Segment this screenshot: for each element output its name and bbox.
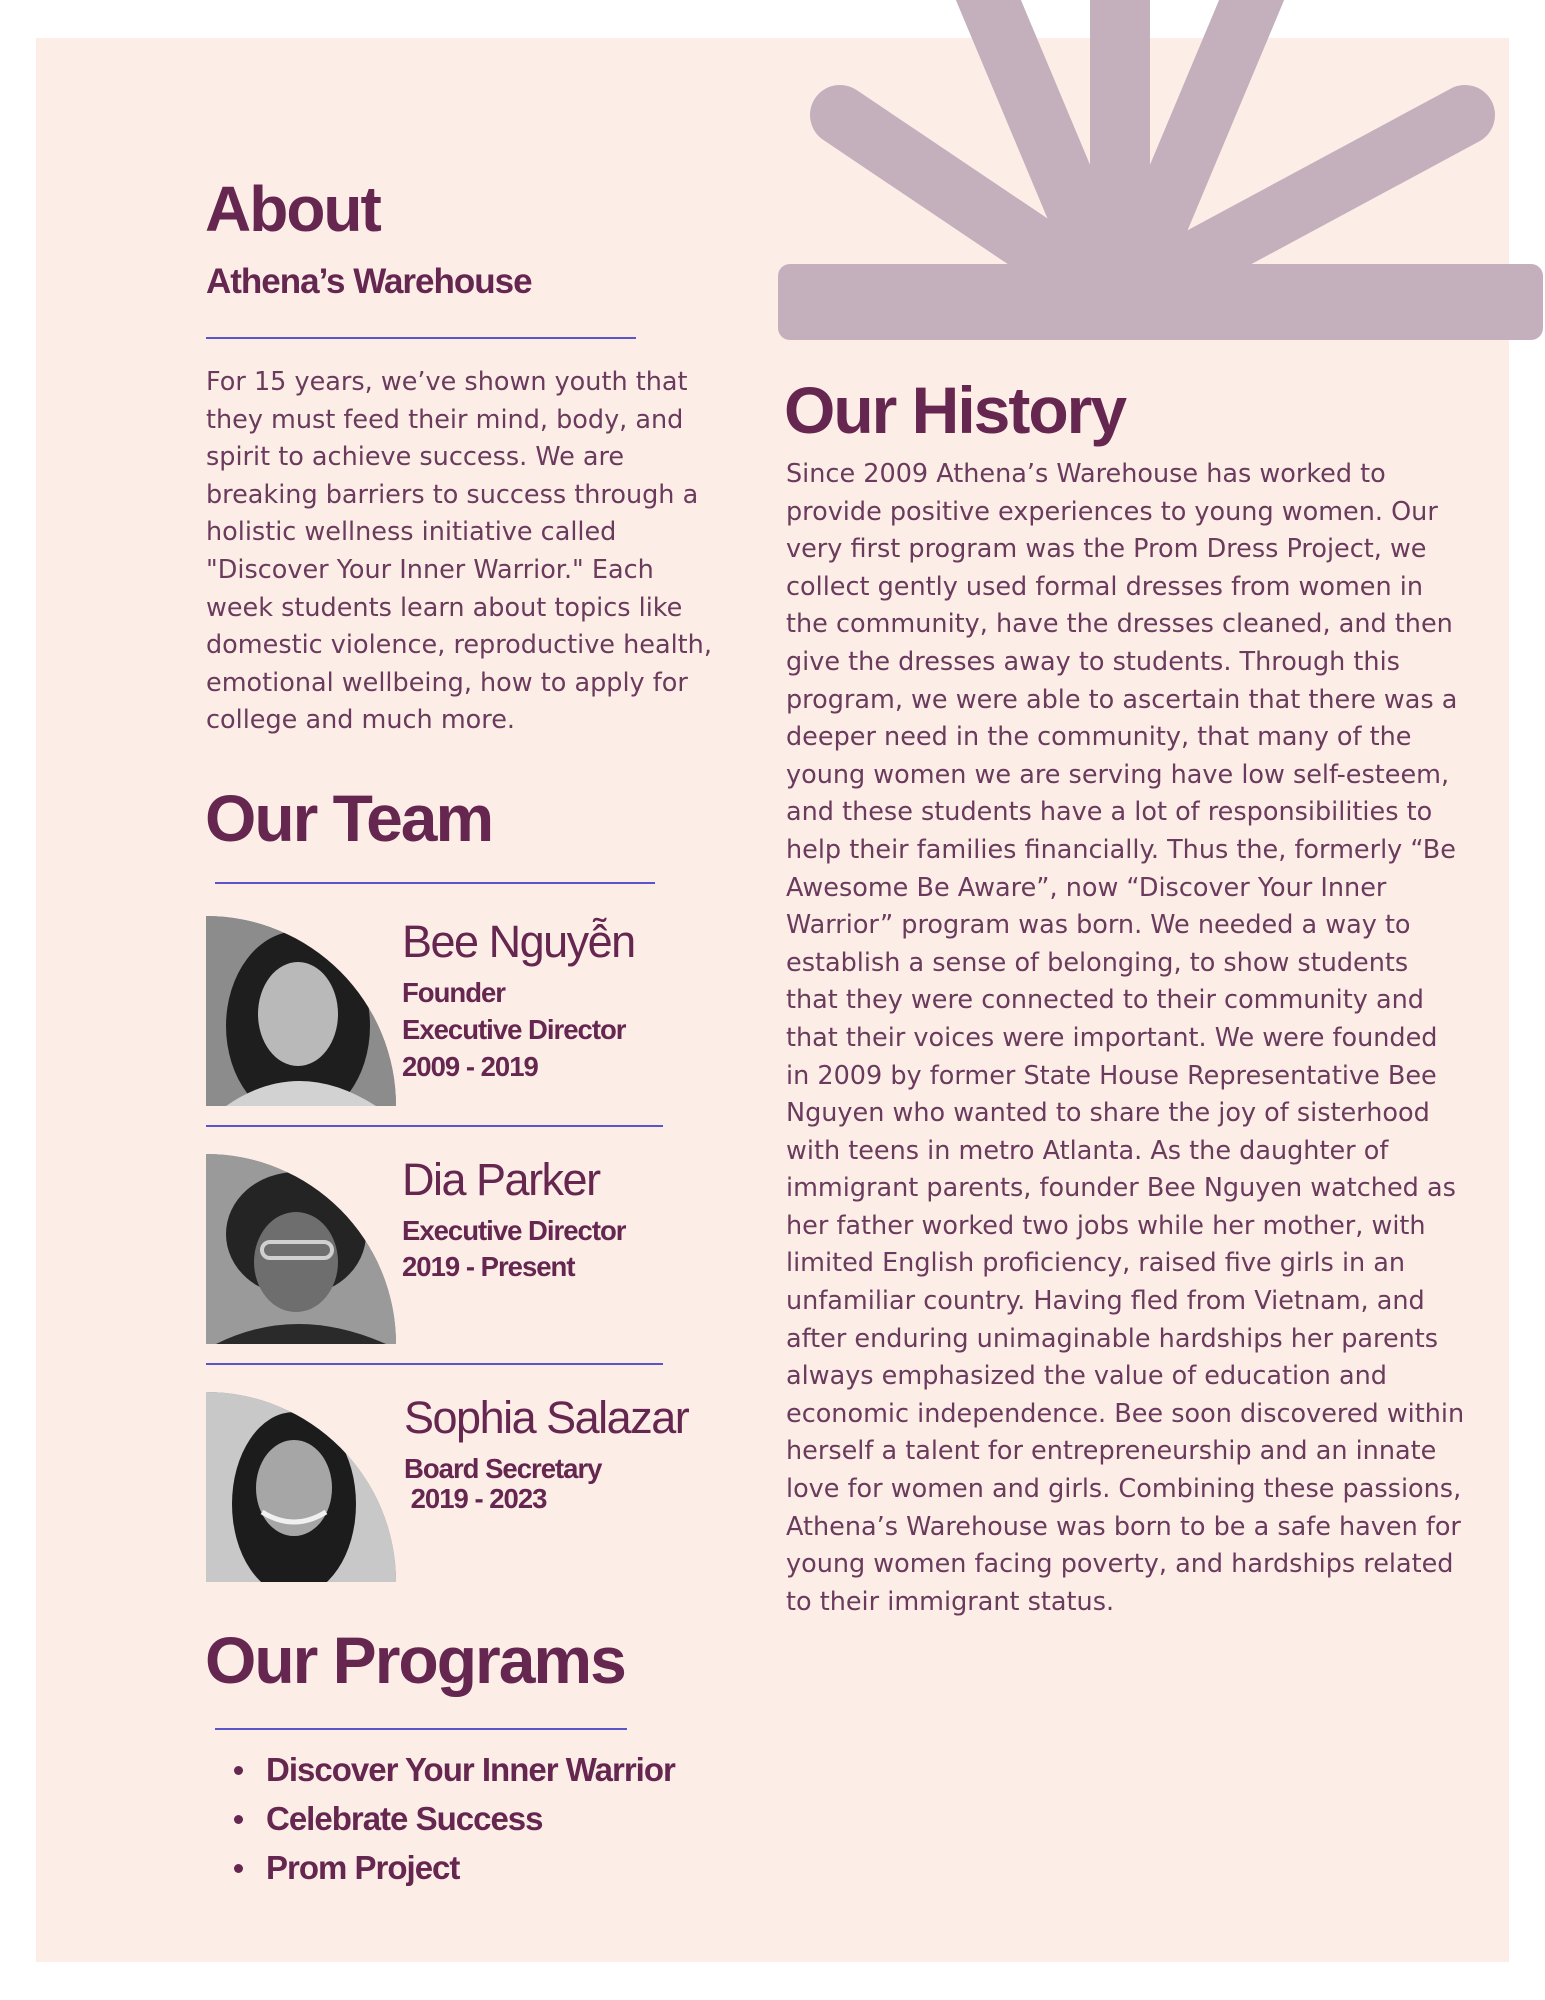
about-text: For 15 years, we’ve shown youth that they must feed their mind, body, and spirit to achieve success. We are breaking barriers to success through a holistic wellness initiative called "Discover Your Inner Warrior." Each week students learn about topics like domestic violence, reproductive health, emotional wellbeing, how to apply for college and much more. (206, 367, 712, 736)
member-name: Dia Parker (402, 1154, 600, 1205)
member-role: Executive Director (402, 1014, 626, 1045)
member-name: Sophia Salazar (404, 1392, 689, 1443)
team-member (206, 916, 676, 1106)
history-title: Our History (784, 373, 1126, 447)
program-item (226, 1843, 675, 1892)
bullet-icon (234, 1864, 243, 1873)
portrait-image (206, 916, 396, 1106)
member-name: Bee Nguyễn (402, 916, 635, 967)
member-photo (206, 1154, 396, 1344)
program-label: Discover Your Inner Warrior (266, 1751, 675, 1788)
history-text: Since 2009 Athena’s Warehouse has worked to provide positive experiences to young women. Our very first program was the Prom Dress Project, we collect gently used formal dresses from women in the community, have the dresses cleaned, and then give the dresses away to students. Through this program, we were able to ascertain that there was a deeper need in the community, that many of the young women we are serving have low self-esteem, and these students have a lot of responsibilities to help their families financially. Thus the, formerly “Be Awesome Be Aware”, now “Discover Your Inner Warrior” program was born. We needed a way to establish a sense of belonging, to show students that they were connected to their community and that their voices were important. We were founded in 2009 by former State House Representative Bee Nguyen who wanted to share the joy of sisterhood with teens in metro Atlanta. As the daughter of immigrant parents, founder Bee Nguyen watched as her father worked two jobs while her mother, with limited English proficiency, raised five girls in an unfamiliar country. Having fled from Vietnam, and after enduring unimaginable hardships her parents always emphasized the value of education and economic independence. Bee soon discovered within herself a talent for entrepreneurship and an innate love for women and girls. Combining these passions, Athena’s Warehouse was born to be a safe haven for young women facing poverty, and hardships related to their immigrant status. (786, 459, 1465, 1617)
member-tenure: 2019 - 2023 (404, 1483, 547, 1514)
portrait-image (206, 1392, 396, 1582)
divider (206, 1125, 663, 1127)
program-item (226, 1745, 675, 1794)
team-member (206, 1392, 689, 1582)
programs-title: Our Programs (205, 1623, 625, 1697)
member-photo (206, 1392, 396, 1582)
divider (206, 337, 636, 339)
about-subtitle: Athena’s Warehouse (206, 262, 532, 301)
portrait-image (206, 1154, 396, 1344)
program-label: Prom Project (266, 1849, 460, 1886)
divider (215, 1728, 627, 1730)
program-label: Celebrate Success (266, 1800, 543, 1837)
program-item (226, 1794, 675, 1843)
about-title: About (205, 173, 380, 245)
bullet-icon (234, 1766, 243, 1775)
member-tenure: 2019 - Present (402, 1251, 575, 1282)
member-role: Executive Director (402, 1215, 626, 1246)
member-role: Board Secretary (404, 1453, 602, 1484)
team-title: Our Team (205, 781, 493, 855)
divider (206, 1363, 663, 1365)
divider (215, 882, 655, 884)
programs-list (226, 1745, 675, 1892)
member-role: Founder (402, 977, 505, 1008)
bullet-icon (234, 1815, 243, 1824)
member-tenure: 2009 - 2019 (402, 1051, 538, 1082)
member-photo (206, 916, 396, 1106)
team-member (206, 1154, 676, 1344)
